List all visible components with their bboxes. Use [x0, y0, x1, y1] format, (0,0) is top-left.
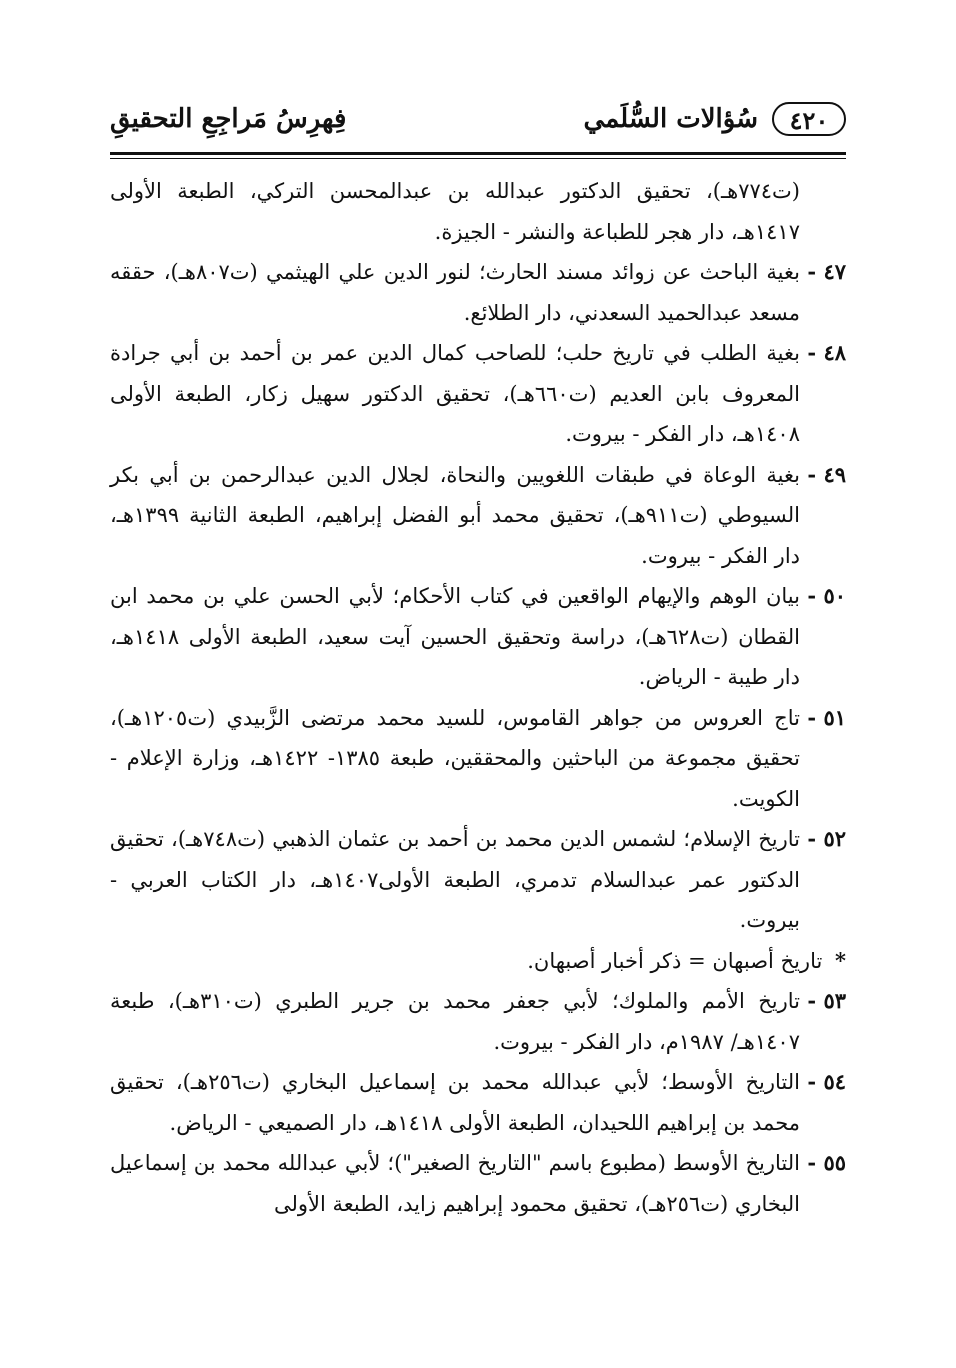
entry-number: ٥٣ - [807, 988, 846, 1013]
book-title: سُؤالات السُّلَمي [583, 104, 758, 134]
reference-entry-48 [110, 333, 846, 455]
entry-text: تاريخ الأمم والملوك؛ لأبي جعفر محمد بن جرير الطبري (ت٣١٠هـ)، طبعة ١٤٠٧هـ/ ١٩٨٧م، دار الفكر - بيروت. [110, 989, 800, 1054]
header-right-group [584, 102, 846, 136]
entry-text: التاريخ الأوسط (مطبوع باسم "التاريخ الصغير")؛ لأبي عبدالله محمد بن إسماعيل البخاري (ت٢٥٦هـ)، تحقيق محمود إبراهيم زايد، الطبعة الأولى [110, 1151, 800, 1216]
reference-entry-54 [110, 1062, 846, 1143]
reference-entry-47 [110, 252, 846, 333]
entry-text: تاريخ الإسلام؛ لشمس الدين محمد بن أحمد بن عثمان الذهبي (ت٧٤٨هـ)، تحقيق الدكتور عمر عبدالسلام تدمري، الطبعة الأولى١٤٠٧هـ، دار الكتاب العربي - بيروت. [110, 827, 801, 932]
entry-number: ٥٤ - [807, 1069, 846, 1094]
book-page [110, 88, 846, 1348]
reference-entry-53 [110, 981, 846, 1062]
entry-text: بغية الوعاة في طبقات اللغويين والنحاة، لجلال الدين عبدالرحمن بن أبي بكر السيوطي (ت٩١١هـ)، تحقيق محمد أبو الفضل إبراهيم، الطبعة الثانية ١٣٩٩هـ، دار الفكر - بيروت. [110, 462, 800, 568]
star-icon: * [835, 947, 846, 973]
cross-reference-text: تاريخ أصبهان = ذكر أخبار أصبهان. [527, 948, 823, 973]
entry-number: ٤٧ - [807, 259, 846, 284]
entry-number: ٥٥ - [807, 1150, 846, 1175]
entry-number: ٤٨ - [807, 340, 846, 365]
entry-text: التاريخ الأوسط؛ لأبي عبدالله محمد بن إسماعيل البخاري (ت٢٥٦هـ)، تحقيق محمد بن إبراهيم اللحيدان، الطبعة الأولى ١٤١٨هـ، دار الصميعي - الرياض. [110, 1070, 800, 1135]
reference-entry-51 [110, 698, 846, 820]
entry-number: ٥١ - [807, 704, 846, 730]
entry-text: بيان الوهم والإيهام الواقعين في كتاب الأحكام؛ لأبي الحسن علي بن محمد ابن القطان (ت٦٢٨هـ)، دراسة وتحقيق الحسين آيت سعيد، الطبعة الأولى ١٤١٨هـ، دار طيبة - الرياض. [110, 584, 800, 689]
entry-number: ٤٩ - [807, 461, 846, 487]
entry-text: بغية الباحث عن زوائد مسند الحارث؛ لنور الدين علي الهيثمي (ت٨٠٧هـ)، حققه مسعد عبدالحميد السعدني، دار الطلائع. [110, 260, 800, 325]
entry-text: بغية الطلب في تاريخ حلب؛ للصاحب كمال الدين عمر بن أحمد بن أبي جرادة المعروف بابن العديم (ت٦٦٠هـ)، تحقيق الدكتور سهيل زكار، الطبعة الأولى ١٤٠٨هـ، دار الفكر - بيروت. [110, 341, 800, 446]
cross-reference-note [110, 941, 846, 982]
page-number-badge: ٤٢٠ [772, 102, 846, 136]
header-rule-thick [110, 152, 846, 155]
reference-entry-49 [110, 455, 846, 577]
header-rule-thin [110, 158, 846, 159]
reference-list [110, 171, 846, 1224]
reference-entry-55 [110, 1143, 846, 1224]
entry-text: تاج العروس من جواهر القاموس، للسيد محمد مرتضى الزَّبيدي (ت١٢٠٥هـ)، تحقيق مجموعة من الباحثين والمحققين، طبعة ١٣٨٥- ١٤٢٢هـ، وزارة الإعلام - الكويت. [110, 705, 800, 811]
reference-entry-continued [110, 171, 846, 252]
reference-entry-52 [110, 819, 846, 941]
entry-number: ٥٠ - [807, 583, 846, 608]
page-header [110, 88, 846, 150]
entry-text: (ت٧٧٤هـ)، تحقيق الدكتور عبدالله بن عبدالمحسن التركي، الطبعة الأولى ١٤١٧هـ، دار هجر للطباعة والنشر - الجيزة. [110, 179, 800, 244]
entry-number: ٥٢ - [807, 826, 846, 851]
reference-entry-50 [110, 576, 846, 698]
section-title: فِهرِسُ مَراجِعِ التحقيقِ [110, 104, 347, 134]
